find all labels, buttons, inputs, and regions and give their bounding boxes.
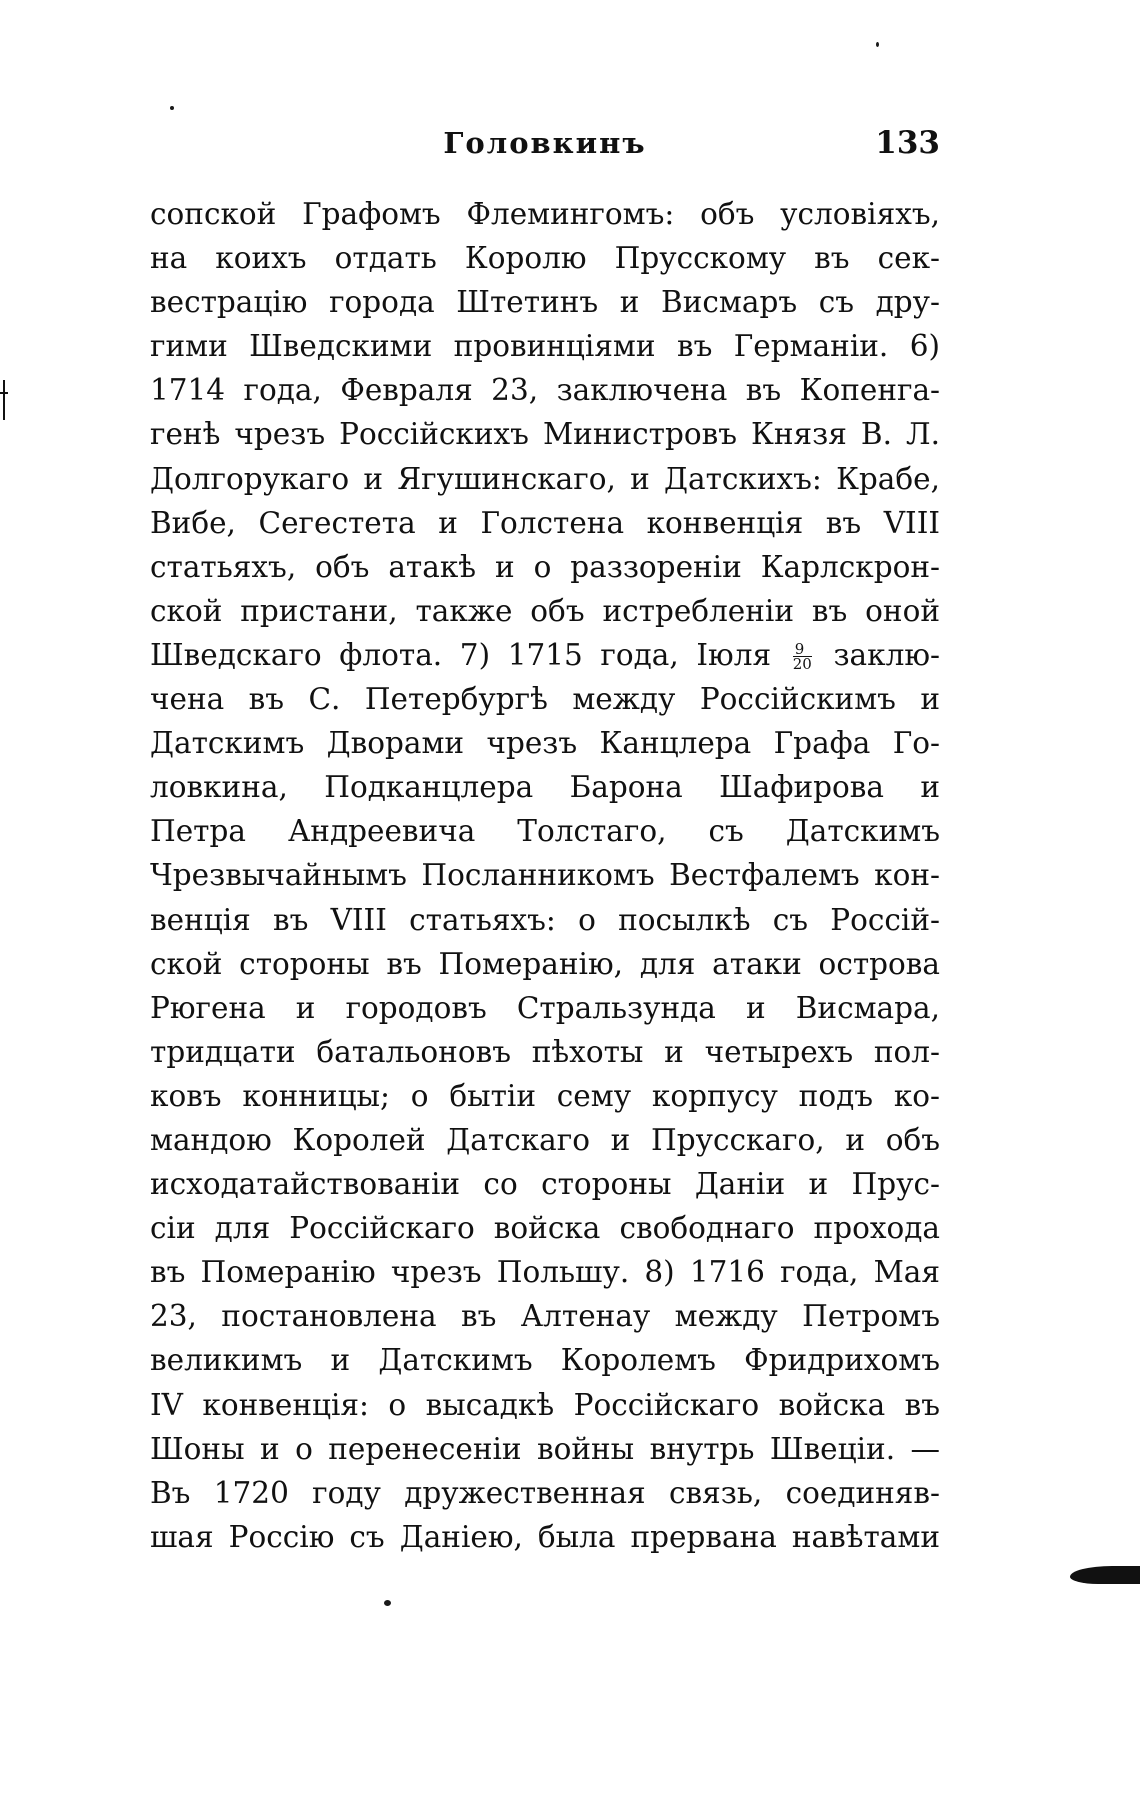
text-line-with-fraction	[150, 633, 940, 677]
text-line: мандою Королей Датскаго и Прусскаго, и объ	[150, 1122, 940, 1157]
text-line: вестрацію города Штетинъ и Висмаръ съ дру-	[150, 285, 940, 320]
text-line: шая Россію съ Даніею, была прервана навѣтами	[150, 1519, 940, 1554]
text-line: Датскимъ Дворами чрезъ Канцлера Графа Го-	[150, 726, 940, 761]
text-line: тридцати батальоновъ пѣхоты и четырехъ пол-	[150, 1034, 940, 1069]
date-fraction	[792, 640, 812, 674]
scan-speck	[876, 42, 879, 47]
line-segment: заклю-	[833, 637, 940, 672]
scan-ink-blot	[1070, 1566, 1140, 1584]
text-line: исходатайствованіи со стороны Даніи и Прус-	[150, 1167, 940, 1202]
text-line: чена въ С. Петербургѣ между Россійскимъ и	[150, 682, 940, 717]
text-line: Рюгена и городовъ Стральзунда и Висмара,	[150, 990, 940, 1025]
text-line: Петра Андреевича Толстаго, съ Датскимъ	[150, 814, 940, 849]
body-text	[150, 192, 940, 1559]
text-line: Въ 1720 году дружественная связь, соединяв-	[150, 1475, 940, 1510]
text-line: IV конвенція: о высадкѣ Россійскаго войска въ	[150, 1387, 940, 1422]
page-number: 133	[875, 125, 940, 161]
text-line: 23, постановлена въ Алтенау между Петромъ	[150, 1299, 940, 1334]
text-line: статьяхъ, объ атакѣ и о раззореніи Карлскрон-	[150, 549, 940, 584]
text-line: ской стороны въ Померанію, для атаки острова	[150, 946, 940, 981]
text-line: генѣ чрезъ Россійскихъ Министровъ Князя В. Л.	[150, 417, 940, 452]
fraction-denominator: 20	[792, 655, 812, 674]
line-segment: Шведскаго флота. 7) 1715 года, Іюля	[150, 637, 772, 672]
text-line: Вибе, Сегестета и Голстена конвенція въ VIII	[150, 505, 940, 540]
text-line: ловкина, Подканцлера Барона Шафирова и	[150, 770, 940, 805]
text-line: сопской Графомъ Флемингомъ: объ условіяхъ,	[150, 197, 940, 231]
text-line: 1714 года, Февраля 23, заключена въ Копенга-	[150, 373, 940, 408]
text-line: гими Шведскими провинціями въ Германіи. 6)	[150, 329, 940, 364]
running-title: Головкинъ	[443, 126, 647, 160]
text-line: Чрезвычайнымъ Посланникомъ Вестфалемъ кон-	[150, 858, 940, 893]
scan-speck	[170, 106, 174, 110]
scan-speck	[384, 1600, 391, 1606]
text-line: ской пристани, также объ истребленіи въ оной	[150, 593, 940, 628]
fraction-numerator: 9	[793, 642, 812, 657]
text-line: сіи для Россійскаго войска свободнаго прохода	[150, 1211, 940, 1246]
text-line: Долгорукаго и Ягушинскаго, и Датскихъ: Крабе,	[150, 461, 940, 496]
text-line: на коихъ отдать Королю Прусскому въ сек-	[150, 241, 940, 276]
text-line: венція въ VIII статьяхъ: о посылкѣ съ Россій-	[150, 902, 940, 937]
text-line: великимъ и Датскимъ Королемъ Фридрихомъ	[150, 1343, 940, 1378]
text-line: въ Померанію чрезъ Польшу. 8) 1716 года, Мая	[150, 1255, 940, 1290]
page-header	[150, 118, 940, 168]
text-line: Шоны и о перенесеніи войны внутрь Швеціи. —	[150, 1431, 940, 1466]
scan-edge-mark	[3, 380, 5, 420]
text-line: ковъ конницы; о бытіи сему корпусу подъ ко-	[150, 1078, 940, 1113]
